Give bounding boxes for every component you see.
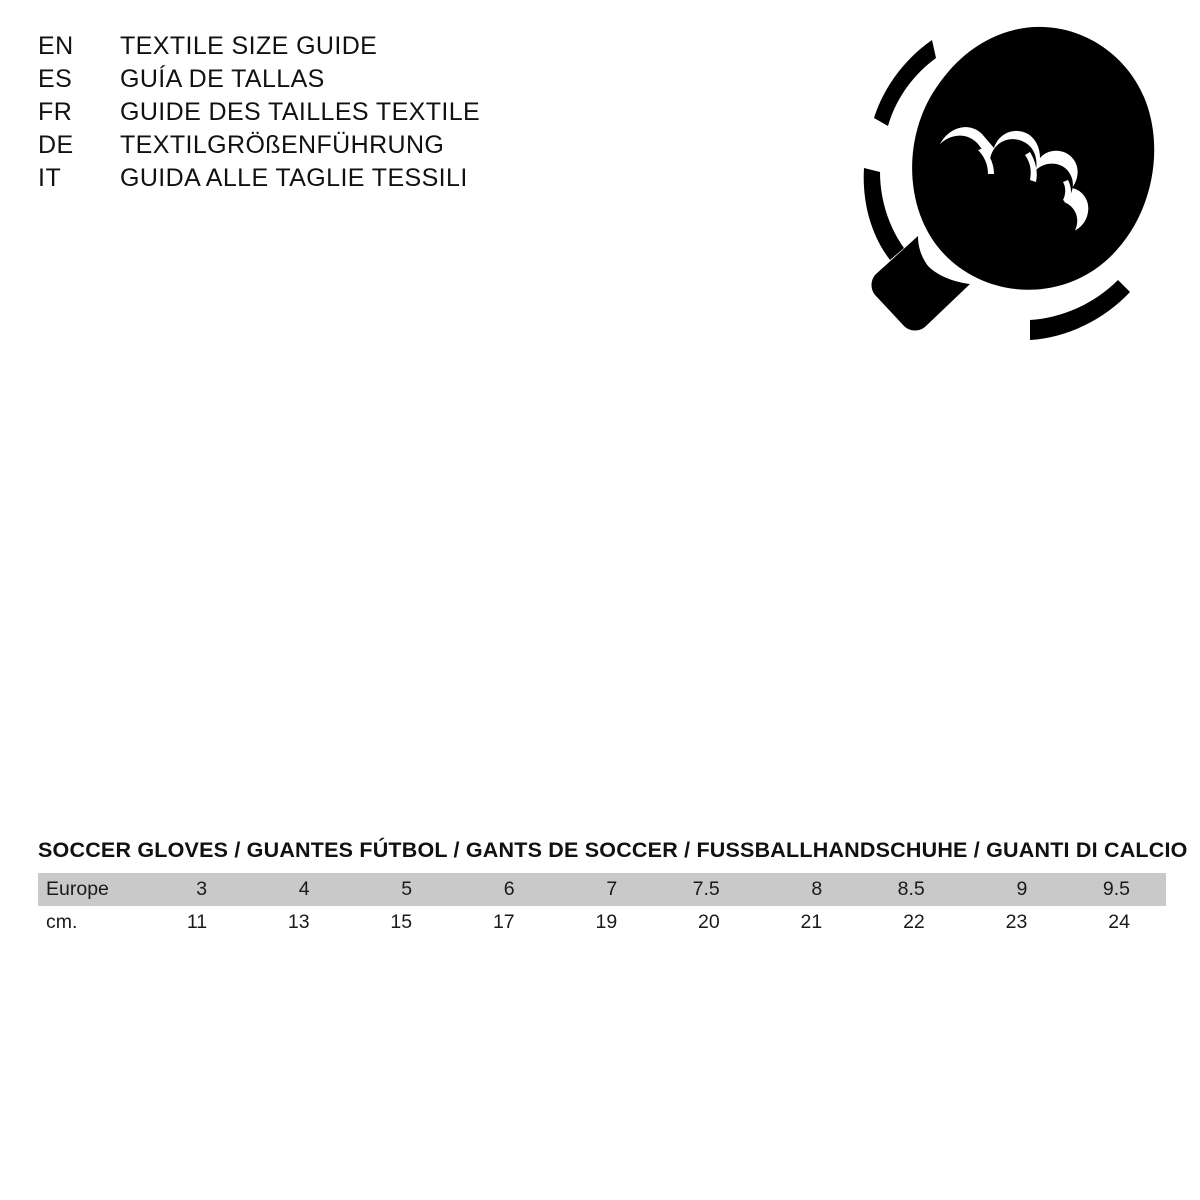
cell-europe-6: 8 [811,878,823,900]
cell-cm-1: 13 [243,906,346,939]
row-label-europe: Europe [46,878,109,900]
cell-cm-5: 20 [653,906,756,939]
cell-cm-2: 15 [346,906,449,939]
language-code: EN [38,32,74,60]
size-chart-section [38,838,1188,939]
language-row [38,65,480,98]
table-row [38,906,1166,939]
cell-cm-6: 21 [756,906,859,939]
cell-europe-5: 7.5 [692,878,720,900]
cell-europe-7: 8.5 [897,878,925,900]
cell-europe-0: 3 [196,878,208,900]
cell-cm-7: 22 [858,906,961,939]
language-row [38,164,480,197]
cell-europe-8: 9 [1016,878,1028,900]
language-row [38,98,480,131]
language-title: TEXTILGRÖßENFÜHRUNG [120,131,445,159]
language-header-block [38,32,480,197]
cell-europe-1: 4 [298,878,310,900]
size-chart-title: SOCCER GLOVES / GUANTES FÚTBOL / GANTS DE SOCCER / FUSSBALLHANDSCHUHE / GUANTI DI CALCIO [38,838,1188,862]
language-title: TEXTILE SIZE GUIDE [120,32,378,60]
cell-cm-0: 11 [141,906,244,939]
table-row [38,873,1166,906]
cell-cm-8: 23 [961,906,1064,939]
language-code: DE [38,131,74,159]
size-chart-table [38,873,1166,939]
cell-cm-3: 17 [448,906,551,939]
cell-europe-2: 5 [401,878,413,900]
language-title: GUÍA DE TALLAS [120,65,325,93]
cell-europe-3: 6 [503,878,515,900]
row-label-cm: cm. [38,906,141,939]
language-code: FR [38,98,73,126]
cell-europe-9: 9.5 [1102,878,1130,900]
language-code: IT [38,164,62,192]
language-title: GUIDE DES TAILLES TEXTILE [120,98,481,126]
language-title: GUIDA ALLE TAGLIE TESSILI [120,164,468,192]
language-row [38,131,480,164]
language-row [38,32,480,65]
soccer-glove-and-ball-icon [818,22,1158,372]
cell-cm-4: 19 [551,906,654,939]
language-code: ES [38,65,73,93]
cell-cm-9: 24 [1063,906,1166,939]
cell-europe-4: 7 [606,878,618,900]
